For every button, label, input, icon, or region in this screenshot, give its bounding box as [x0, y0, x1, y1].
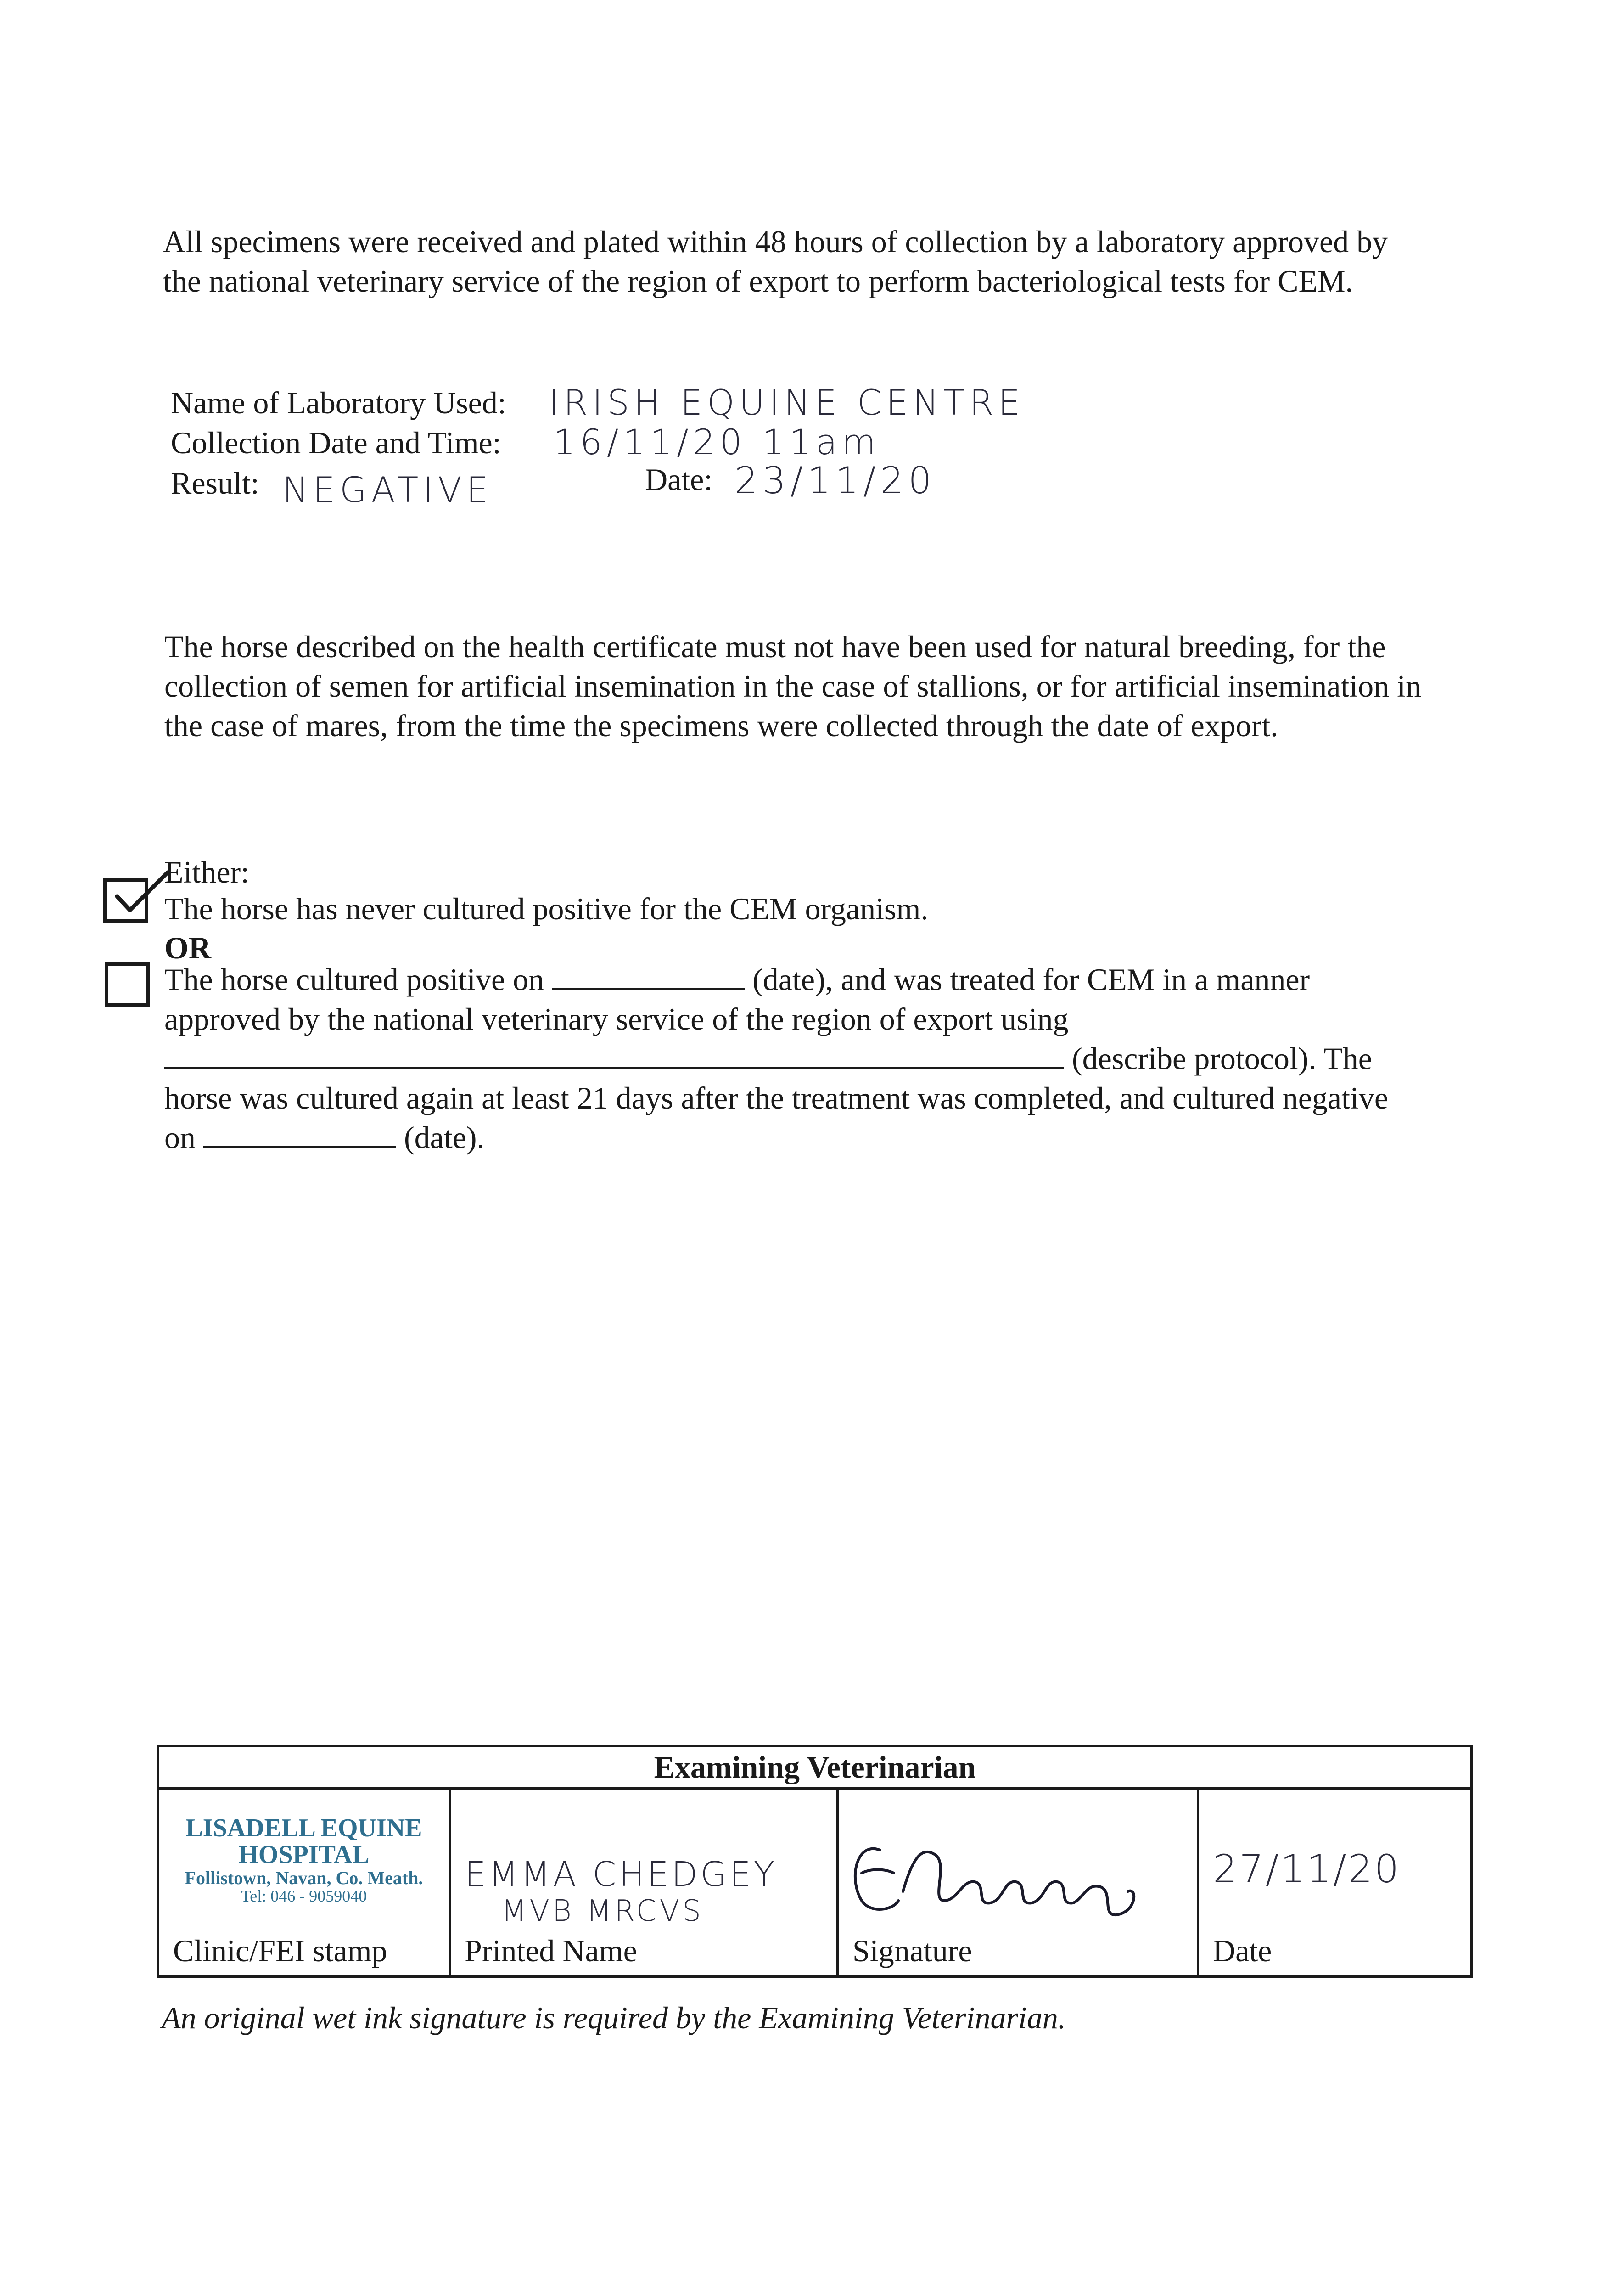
lab-name-label: Name of Laboratory Used: — [171, 385, 506, 420]
vet-table-header: Examining Veterinarian — [158, 1746, 1472, 1789]
result-value: NEGATIVE — [282, 469, 493, 510]
printed-name-cell — [450, 1789, 838, 1977]
signature-label: Signature — [852, 1933, 972, 1968]
result-date-label: Date: — [645, 462, 713, 497]
signature-cell — [838, 1789, 1198, 1977]
handwritten-signature — [843, 1823, 1174, 1933]
option2-text-a: The horse cultured positive on — [164, 962, 544, 997]
stamp-label: Clinic/FEI stamp — [173, 1933, 387, 1968]
option2-text-d: (date). — [404, 1120, 485, 1155]
collection-label: Collection Date and Time: — [171, 425, 501, 460]
examining-veterinarian-table — [157, 1745, 1473, 1978]
stamp-line4: Tel: 046 - 9059040 — [241, 1887, 367, 1906]
result-date-value: 23/11/20 — [734, 459, 936, 502]
negative-date-blank[interactable] — [203, 1120, 396, 1148]
option2-text-c: (describe protocol). The horse was cultured again at least 21 days after the treatment was completed, and cultured negative on — [164, 1041, 1389, 1155]
option2-text-b: (date), and was treated for CEM in a manner approved by the national veterinary service of the region of export using — [164, 962, 1310, 1036]
option2-checkbox[interactable] — [105, 962, 150, 1007]
collection-value: 16/11/20 11am — [553, 422, 880, 462]
option1-checkbox[interactable] — [103, 878, 148, 923]
option1-text: The horse has never cultured positive for the CEM organism. — [164, 891, 929, 926]
stamp-line3: Follistown, Navan, Co. Meath. — [185, 1868, 423, 1889]
lab-name-value: IRISH EQUINE CENTRE — [549, 382, 1025, 423]
either-label: Either: — [164, 855, 250, 889]
breeding-paragraph: The horse described on the health certificate must not have been used for natural breeding, for the collection of semen for artificial insemination in the case of stallions, or for artificial insemination in the case of mares, from the time the specimens were collected through the date of export. — [164, 629, 1422, 743]
intro-paragraph: All specimens were received and plated within 48 hours of collection by a laboratory approved by the national veterinary service of the region of export to perform bacteriological tests for CEM. — [163, 224, 1388, 298]
stamp-line2: HOSPITAL — [238, 1840, 370, 1869]
vet-date-label: Date — [1213, 1933, 1272, 1968]
option2-text — [164, 960, 1418, 1157]
or-label: OR — [164, 930, 211, 965]
footer-note: An original wet ink signature is required by the Examining Veterinarian. — [162, 2000, 1066, 2035]
printed-name-value: EMMA CHEDGEY — [465, 1855, 777, 1894]
stamp-cell — [158, 1789, 450, 1977]
vet-date-value: 27/11/20 — [1213, 1846, 1401, 1891]
date-cell — [1198, 1789, 1472, 1977]
clinic-stamp — [173, 1815, 435, 1905]
result-label: Result: — [171, 466, 259, 501]
stamp-line1: LISADELL EQUINE — [185, 1813, 422, 1842]
positive-date-blank[interactable] — [552, 962, 745, 990]
printed-name-label: Printed Name — [465, 1933, 637, 1968]
printed-name-value2: MVB MRCVS — [501, 1894, 704, 1928]
protocol-blank[interactable] — [164, 1041, 1064, 1069]
